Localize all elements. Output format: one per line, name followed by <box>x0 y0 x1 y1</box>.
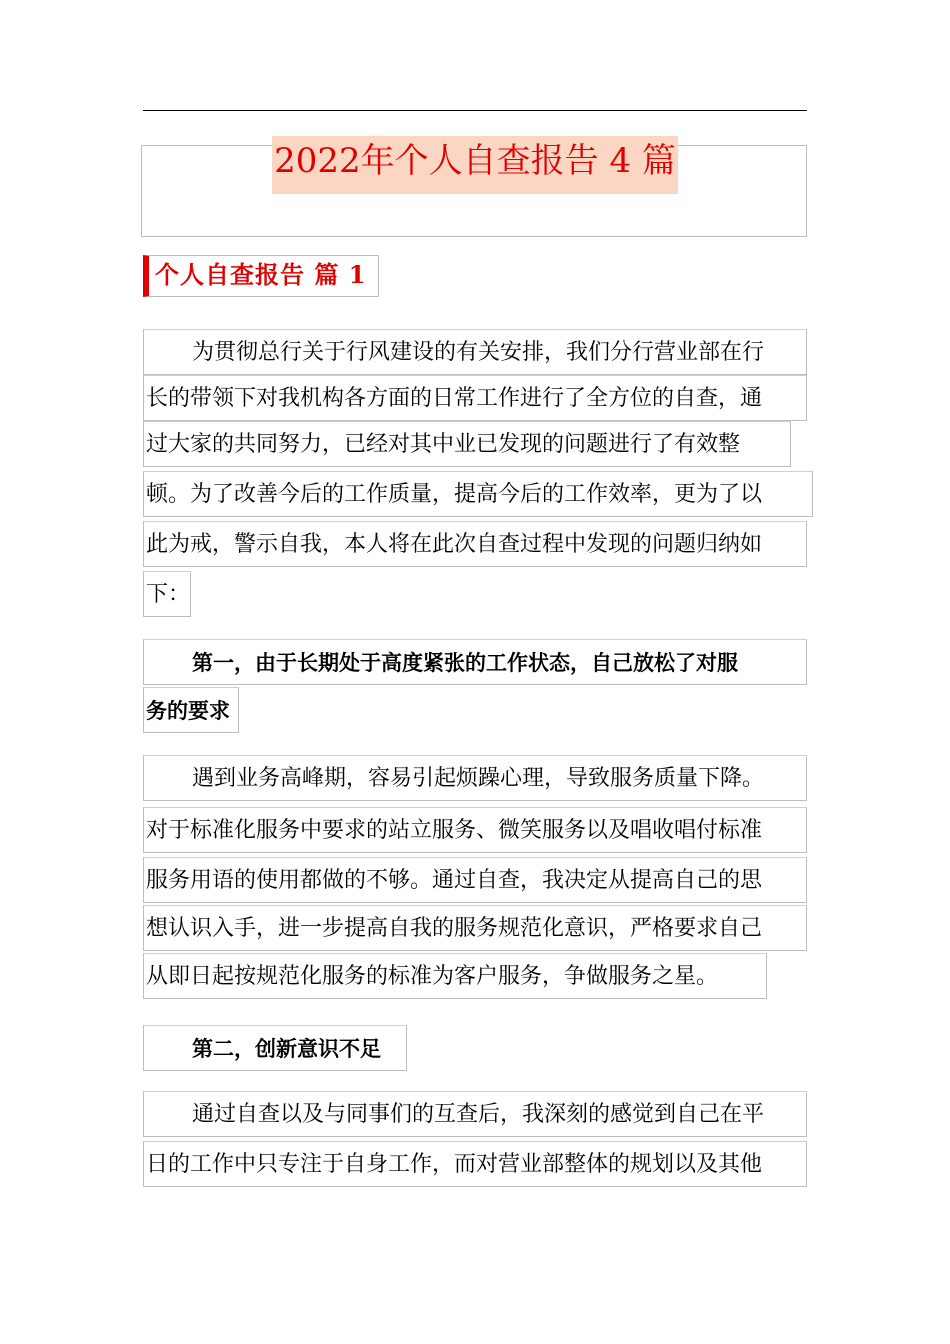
point-heading: 第二，创新意识不足 <box>143 1025 407 1071</box>
paragraph-line: 从即日起按规范化服务的标准为客户服务，争做服务之星。 <box>143 953 767 999</box>
paragraph-line: 日的工作中只专注于自身工作，而对营业部整体的规划以及其他 <box>143 1141 807 1187</box>
paragraph-line: 通过自查以及与同事们的互查后，我深刻的感觉到自己在平 <box>143 1091 807 1137</box>
paragraph-line: 为贯彻总行关于行风建设的有关安排，我们分行营业部在行 <box>143 329 807 375</box>
point-heading: 务的要求 <box>143 687 239 733</box>
paragraph-line: 此为戒，警示自我，本人将在此次自查过程中发现的问题归纳如 <box>143 521 807 567</box>
top-rule <box>143 110 807 111</box>
paragraph-line: 想认识入手，进一步提高自我的服务规范化意识，严格要求自己 <box>143 905 807 951</box>
paragraph-line: 长的带领下对我机构各方面的日常工作进行了全方位的自查，通 <box>143 375 807 421</box>
section-heading: 个人自查报告 篇 1 <box>143 255 379 297</box>
paragraph-line: 服务用语的使用都做的不够。通过自查，我决定从提高自己的思 <box>143 857 807 903</box>
paragraph-line: 对于标准化服务中要求的站立服务、微笑服务以及唱收唱付标准 <box>143 807 807 853</box>
paragraph-line: 遇到业务高峰期，容易引起烦躁心理，导致服务质量下降。 <box>143 755 807 801</box>
paragraph-line: 过大家的共同努力，已经对其中业已发现的问题进行了有效整 <box>143 421 791 467</box>
paragraph-line: 顿。为了改善今后的工作质量，提高今后的工作效率，更为了以 <box>143 471 813 517</box>
paragraph-line: 下： <box>143 571 191 617</box>
page-title: 2022年个人自查报告 4 篇 <box>272 136 678 194</box>
point-heading: 第一，由于长期处于高度紧张的工作状态，自己放松了对服 <box>143 639 807 685</box>
